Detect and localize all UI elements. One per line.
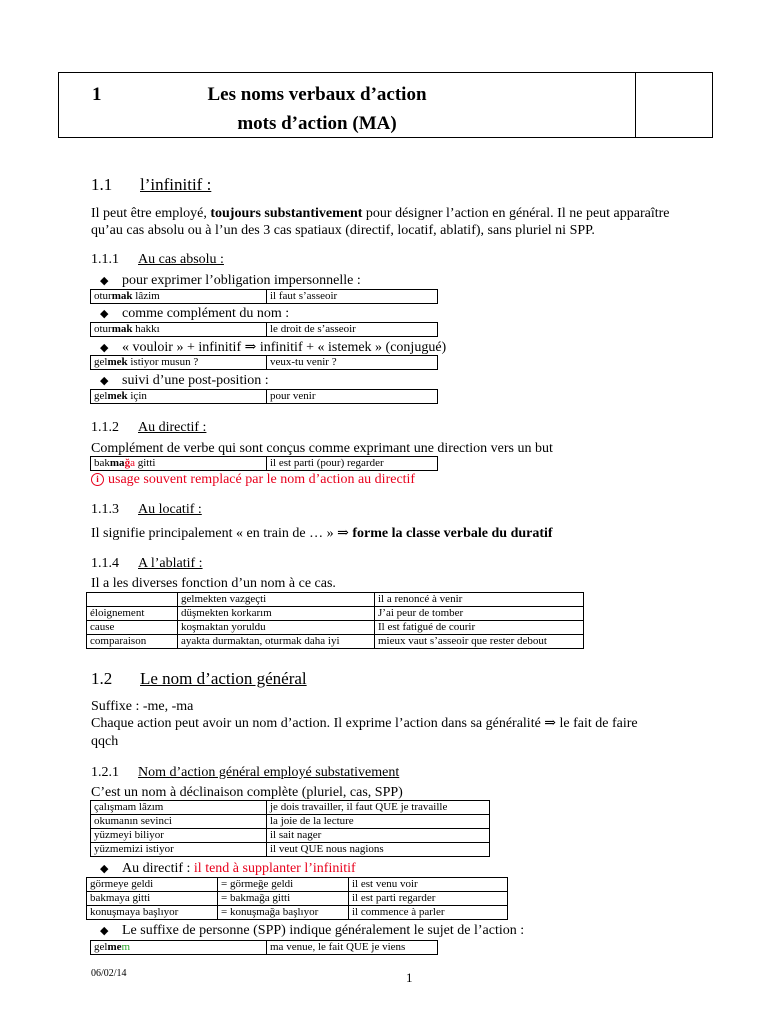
section-1-2-1-text: C’est un nom à déclinaison complète (pluriel, cas, SPP) [91, 785, 403, 800]
table-row [91, 290, 438, 304]
section-heading-1-1-3: Au locatif : [138, 502, 202, 517]
diamond-bullet-icon: ◆ [100, 925, 109, 937]
person-suffix: m [121, 941, 131, 953]
intro-bold: toujours substantivement [210, 206, 363, 221]
section-number-1-2-1: 1.2.1 [91, 765, 119, 780]
turkish-cell: çalışmam lâzım [91, 801, 267, 815]
usage-label: cause [87, 621, 178, 635]
table-row [87, 906, 508, 920]
usage-note-text: usage souvent remplacé par le nom d’action au directif [108, 472, 416, 487]
french-cell: il est parti regarder [349, 892, 508, 906]
stem: gel [94, 356, 108, 368]
section-heading-1-1: l’infinitif : [140, 175, 212, 194]
suffix-line: Suffixe : -me, -ma [91, 699, 194, 714]
french-cell: il faut s’asseoir [267, 290, 438, 304]
table-row [91, 390, 438, 404]
diamond-bullet-icon: ◆ [100, 308, 109, 320]
section-number-1-1-2: 1.1.2 [91, 420, 119, 435]
usage-label: comparaison [87, 635, 178, 649]
intro-text-end: pour désigner l’action en général. Il ne peut apparaître [362, 206, 670, 221]
french-cell: il commence à parler [349, 906, 508, 920]
section-number-1-1-4: 1.1.4 [91, 556, 119, 571]
bullet-text: comme complément du nom : [122, 306, 290, 321]
turkish-cell: düşmekten korkarım [178, 607, 375, 621]
table-row [91, 356, 438, 370]
french-cell: il est parti (pour) regarder [267, 457, 438, 471]
bullet-post-position [100, 373, 269, 389]
turkish-cell: yüzmemizi istiyor [91, 843, 267, 857]
rest: gitti [134, 457, 156, 469]
bullet-text: suivi d’une post-position : [122, 373, 269, 388]
section-heading-1-2: Le nom d’action général [140, 669, 307, 688]
footer-date: 06/02/14 [91, 968, 127, 979]
french-cell: il sait nager [267, 829, 490, 843]
turkish-cell: bakmaya gitti [87, 892, 218, 906]
directif-table [86, 877, 508, 920]
diamond-bullet-icon: ◆ [100, 375, 109, 387]
suffix: mek [107, 356, 128, 368]
stem: gel [94, 941, 108, 953]
turkish-cell [91, 941, 267, 955]
buffer-consonant: ğ [124, 457, 131, 469]
turkish-cell: görmeye geldi [87, 878, 218, 892]
example-table-noun-complement [90, 322, 438, 337]
suffix: mak [111, 323, 133, 335]
title-box-separator [635, 73, 636, 137]
french-cell: veux-tu venir ? [267, 356, 438, 370]
turkish-cell [91, 457, 267, 471]
suffix: mak [111, 290, 133, 302]
table-row [87, 593, 584, 607]
table-row [87, 878, 508, 892]
bullet-text: pour exprimer l’obligation impersonnelle : [122, 273, 361, 288]
info-circle-icon: i [91, 473, 104, 486]
usage-label [87, 593, 178, 607]
rest: lâzim [132, 290, 160, 302]
example-table-vouloir [90, 355, 438, 370]
diamond-bullet-icon: ◆ [100, 342, 109, 354]
table-row [87, 635, 584, 649]
section-1-1-3-text [91, 525, 553, 542]
diamond-bullet-icon: ◆ [100, 863, 109, 875]
french-cell: il veut QUE nous nagions [267, 843, 490, 857]
turkish-cell [91, 356, 267, 370]
suffix: me [107, 941, 122, 953]
section-heading-1-1-4: A l’ablatif : [138, 556, 203, 571]
spp-table [90, 940, 438, 955]
table-row [91, 457, 438, 471]
suffix: ma [109, 457, 125, 469]
section-heading-1-2-1: Nom d’action général employé substativement [138, 765, 400, 780]
section-1-1-intro-line2: qu’au cas absolu ou à l’un des 3 cas spatiaux (directif, locatif, ablatif), sans pluriel ni SPP. [91, 223, 595, 238]
section-1-2-text: Chaque action peut avoir un nom d’action. Il exprime l’action dans sa généralité ⇒ le fait de faire [91, 716, 638, 731]
bullet-text: Au directif : [122, 861, 194, 876]
turkish-cell: yüzmeyi biliyor [91, 829, 267, 843]
general-action-table [90, 800, 490, 857]
section-1-2-text-line2: qqch [91, 734, 119, 749]
usage-note [91, 471, 415, 488]
french-cell: la joie de la lecture [267, 815, 490, 829]
stem: gel [94, 390, 108, 402]
table-row [87, 607, 584, 621]
usage-label: éloignement [87, 607, 178, 621]
bullet-vouloir [100, 339, 446, 356]
suffix: mek [107, 390, 128, 402]
example-table-directif [90, 456, 438, 471]
table-row [91, 801, 490, 815]
section-1-1-2-text: Complément de verbe qui sont conçus comme exprimant une direction vers un but [91, 441, 553, 456]
section-number-1-1-1: 1.1.1 [91, 252, 119, 267]
bullet-text: Le suffixe de personne (SPP) indique généralement le sujet de l’action : [122, 923, 525, 938]
bullet-noun-complement [100, 306, 289, 322]
example-table-obligation [90, 289, 438, 304]
locatif-text: Il signifie principalement « en train de … » ⇒ [91, 526, 353, 541]
locatif-bold: forme la classe verbale du duratif [352, 526, 553, 541]
stem: bak [94, 457, 110, 469]
french-cell: J’ai peur de tomber [375, 607, 584, 621]
turkish-cell: konuşmaya başlıyor [87, 906, 218, 920]
turkish-cell [91, 290, 267, 304]
bullet-text: « vouloir » + infinitif ⇒ infinitif + « istemek » (conjugué) [122, 340, 447, 355]
french-cell: pour venir [267, 390, 438, 404]
rest: hakkı [132, 323, 160, 335]
stem: otur [94, 290, 112, 302]
bullet-spp [100, 923, 524, 939]
ablatif-table [86, 592, 584, 649]
turkish-cell: okumanın sevinci [91, 815, 267, 829]
table-row [91, 323, 438, 337]
table-row [91, 815, 490, 829]
table-row [91, 829, 490, 843]
turkish-cell [91, 323, 267, 337]
table-row [91, 941, 438, 955]
turkish-cell: gelmekten vazgeçti [178, 593, 375, 607]
section-heading-1-1-2: Au directif : [138, 420, 207, 435]
case-ending: a [130, 457, 135, 469]
french-cell: le droit de s’asseoir [267, 323, 438, 337]
french-cell: il est venu voir [349, 878, 508, 892]
diamond-bullet-icon: ◆ [100, 275, 109, 287]
table-row [87, 621, 584, 635]
equivalent-cell: = görmeğe geldi [218, 878, 349, 892]
french-cell: ma venue, le fait QUE je viens [267, 941, 438, 955]
table-row [87, 892, 508, 906]
french-cell: mieux vaut s’asseoir que rester debout [375, 635, 584, 649]
table-row [91, 843, 490, 857]
stem: otur [94, 323, 112, 335]
french-cell: je dois travailler, il faut QUE je travaille [267, 801, 490, 815]
equivalent-cell: = bakmağa gitti [218, 892, 349, 906]
bullet-directif [100, 861, 356, 877]
turkish-cell: ayakta durmaktan, oturmak daha iyi [178, 635, 375, 649]
bullet-obligation [100, 273, 361, 289]
chapter-title: Les noms verbaux d’action [207, 84, 427, 105]
chapter-number: 1 [92, 84, 102, 105]
section-1-1-intro [91, 205, 670, 222]
french-cell: il a renoncé à venir [375, 593, 584, 607]
section-1-1-4-text: Il a les diverses fonction d’un nom à ce cas. [91, 576, 336, 591]
turkish-cell: koşmaktan yoruldu [178, 621, 375, 635]
bullet-text-red: il tend à supplanter l’infinitif [193, 861, 356, 876]
chapter-subtitle: mots d’action (MA) [237, 113, 397, 134]
section-number-1-1-3: 1.1.3 [91, 502, 119, 517]
turkish-cell [91, 390, 267, 404]
equivalent-cell: = konuşmağa başlıyor [218, 906, 349, 920]
page-number: 1 [406, 970, 413, 985]
section-number-1-2: 1.2 [91, 669, 113, 688]
section-number-1-1: 1.1 [91, 175, 113, 194]
french-cell: Il est fatigué de courir [375, 621, 584, 635]
intro-text: Il peut être employé, [91, 206, 211, 221]
example-table-post-position [90, 389, 438, 404]
section-heading-1-1-1: Au cas absolu : [138, 252, 224, 267]
rest: istiyor musun ? [127, 356, 199, 368]
rest: için [127, 390, 147, 402]
